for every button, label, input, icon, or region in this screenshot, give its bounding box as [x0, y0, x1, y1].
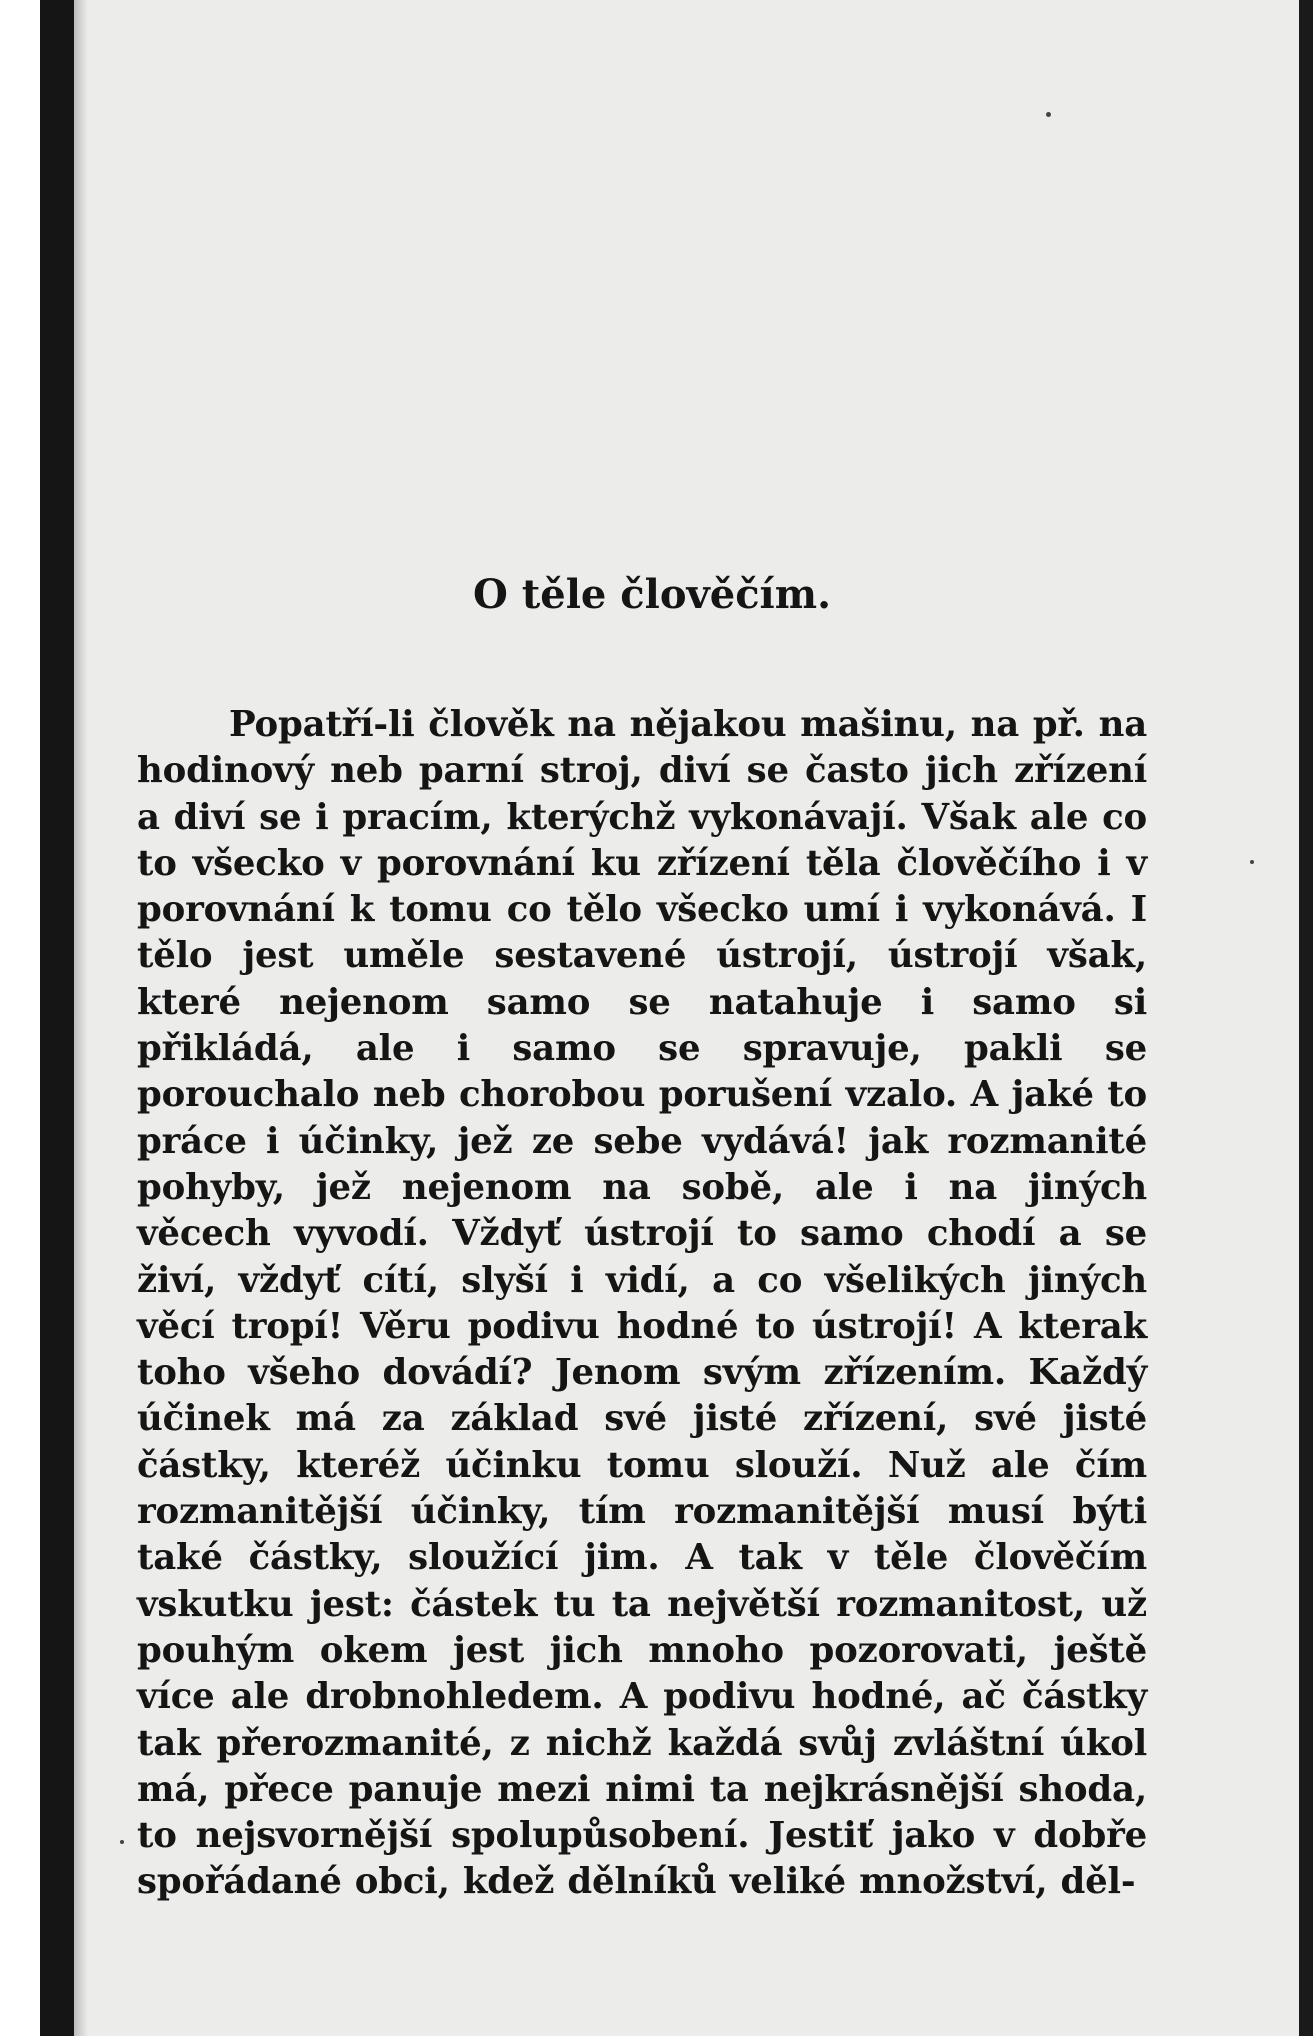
right-page-edge: [1299, 0, 1313, 2036]
body-paragraph: Popatří-li člověk na nějakou mašinu, na př. na hodinový neb parní stroj, diví se často jich zřízení a diví se i pracím, kterýchž vykonávají. Však ale co to všecko v porovnání ku zřízení těla člověčího i v porovnání k tomu co tělo všecko umí i vykonává. I tělo jest uměle sestavené ústrojí, ústrojí však, které nejenom samo se natahuje i samo si přikládá, ale i samo se spravuje, pakli se porouchalo neb chorobou porušení vzalo. A jaké to práce i účinky, jež ze sebe vydává! jak rozmanité pohyby, jež nejenom na sobě, ale i na jiných věcech vyvodí. Vždyť ústrojí to samo chodí a se živí, vždyť cítí, slyší i vidí, a co všelikých jiných věcí tropí! Věru podivu hodné to ústrojí! A kterak toho všeho dovádí? Jenom svým zřízením. Každý účinek má za základ své jisté zřízení, své jisté částky, kteréž účinku tomu slouží. Nuž ale čím rozmanitější účinky, tím rozmanitější musí býti také částky, sloužící jim. A tak v těle člověčím vskutku jest: částek tu ta největší rozmanitost, už pouhým okem jest jich mnoho pozorovati, ještě více ale drobnohledem. A podivu hodné, ač částky tak přerozmanité, z nichž každá svůj zvláštní úkol má, přece panuje mezi nimi ta nejkrásnější shoda, to nejsvornější spolupůsobení. Jestiť jako v dobře spořádané obci, kdež dělníků veliké množství, děl-: [137, 704, 1147, 1903]
chapter-title: O těle člověčím.: [473, 571, 831, 618]
paper-speck: [120, 1840, 124, 1844]
book-binding-edge: [40, 0, 74, 2036]
paper-speck: [1046, 112, 1051, 117]
paper-gutter-shadow: [74, 0, 88, 2036]
text-block: [137, 570, 1147, 1906]
paper-speck: [1250, 860, 1254, 864]
